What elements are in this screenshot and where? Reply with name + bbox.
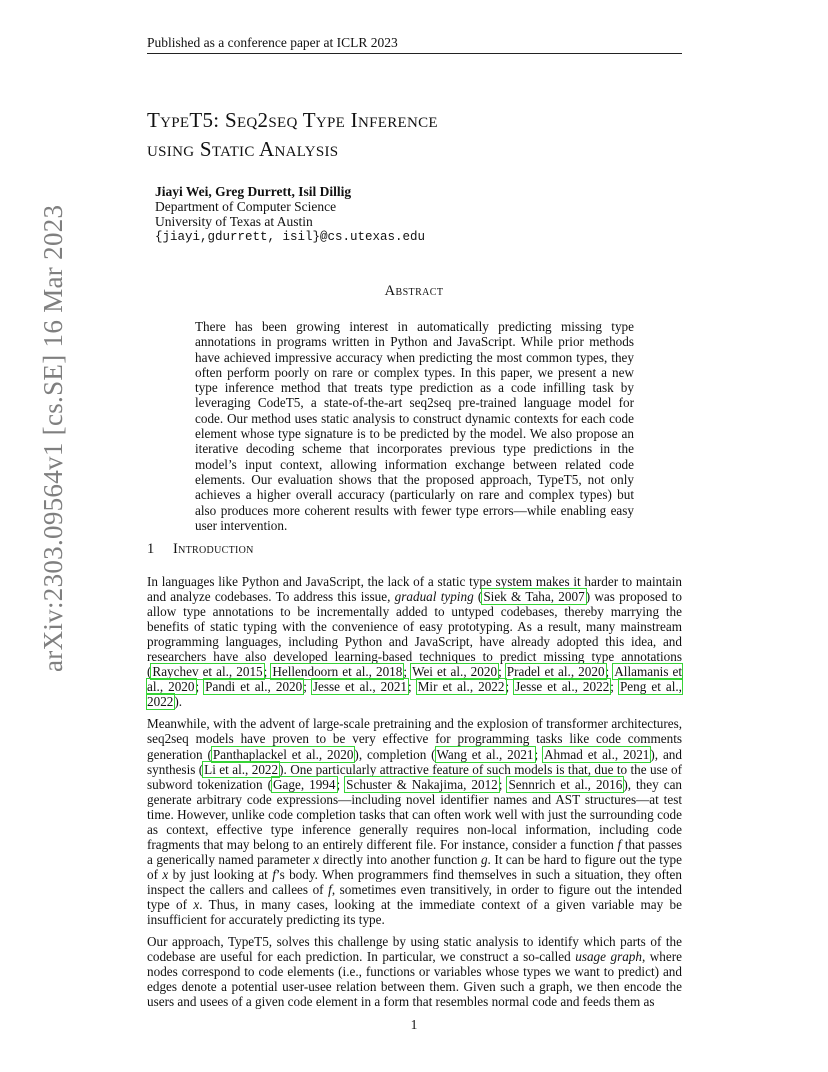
separator: ;	[498, 776, 508, 792]
math-symbol: g	[480, 851, 488, 867]
citation-link[interactable]: Jesse et al., 2021	[312, 679, 408, 695]
title-line-1: TypeT5: Seq2seq Type Inference	[147, 108, 438, 132]
text-run: ) was proposed to allow type annotations to be incrementally added to untyped codebases, thereby marrying the benefits of static typing with the convenience of easy prototyping. As a result, many mainstream programming languages, including Python and JavaScript, have already adopted this idea, and researchers have also developed learning-based techniques to predict missing type annotations (	[147, 589, 682, 680]
running-header: Published as a conference paper at ICLR 2023	[147, 35, 398, 50]
separator: ;	[610, 679, 619, 695]
separator: ;	[505, 679, 515, 695]
text-run: by just looking at	[168, 866, 273, 882]
separator: ;	[303, 679, 312, 695]
citation-link[interactable]: Hellendoorn et al., 2018	[272, 664, 403, 680]
separator: ;	[403, 664, 412, 680]
text-run: In languages like Python and JavaScript, the lack of a static type system makes it harder to maintain and analyze codebases. To address this issue,	[147, 574, 682, 605]
text-run: , where nodes correspond to code elements (i.e., functions or variables whose types we want to predict) and edges denote a potential user-usee relation between them. Given such a graph, we then encode the users and usees of a given code element in a form that resembles normal code and feeds them as	[147, 949, 682, 1010]
math-symbol: x	[162, 866, 169, 882]
text-run: that passes a generically named parameter	[147, 836, 682, 867]
text-run: directly into another function	[319, 851, 481, 867]
separator: ;	[498, 664, 506, 680]
text-run: (	[473, 589, 483, 605]
text-run: ), they can generate arbitrary code expressions—including novel identifier names and AST structures—at test time. However, unlike code completion tasks that can often work well with just the surrounding code as context, effective type inference generally requires non-local information, including code fragments that may belong to an entirely different file. For instance, consider a function	[147, 776, 683, 852]
math-symbol: x	[313, 851, 320, 867]
citation-link[interactable]: Raychev et al., 2015	[152, 664, 263, 680]
author-department: Department of Computer Science	[155, 199, 337, 214]
citation-link[interactable]: Jesse et al., 2022	[515, 679, 610, 695]
author-email[interactable]: {jiayi,gdurrett, isil}@cs.utexas.edu	[155, 230, 426, 244]
paper-title	[147, 106, 438, 164]
text-run: Meanwhile, with the advent of large-scale pretraining and the explosion of transformer architectures, seq2seq models have proven to be very effective for programming tasks like code comments generation (	[147, 716, 682, 762]
separator: ;	[534, 746, 544, 762]
citation-link[interactable]: Pandi et al., 2020	[205, 679, 303, 695]
text-run: ).	[174, 694, 183, 710]
citation-link[interactable]: Siek & Taha, 2007	[483, 589, 585, 605]
abstract-heading: Abstract	[384, 283, 444, 299]
citation-link[interactable]: Panthaplackel et al., 2020	[212, 746, 354, 762]
text-run: Our approach, TypeT5, solves this challenge by using static analysis to identify which parts of the codebase are useful for each prediction. In particular, we construct a so-called	[147, 934, 682, 965]
citation-link[interactable]: Schuster & Nakajima, 2012	[346, 776, 498, 792]
section-number: 1	[147, 541, 155, 557]
emphasis: gradual typing	[394, 589, 474, 605]
paragraph-1	[147, 574, 682, 709]
citation-link[interactable]: Peng et al., 2022	[147, 679, 682, 710]
citation-link[interactable]: Ahmad et al., 2021	[544, 746, 650, 762]
separator: ;	[408, 679, 417, 695]
section-title: Introduction	[173, 541, 254, 557]
math-symbol: f	[272, 866, 276, 882]
page-number: 1	[410, 1017, 418, 1032]
math-symbol: f	[617, 836, 622, 852]
separator: ;	[263, 664, 272, 680]
abstract-body: There has been growing interest in automatically predicting missing type annotations in programs written in Python and JavaScript. While prior methods have achieved impressive accuracy when predicting the most common types, they often perform poorly on rare or complex types. In this paper, we present a new type inference method that treats type prediction as a code infilling task by leveraging CodeT5, a state-of-the-art seq2seq pre-trained language model for code. Our method uses static analysis to construct dynamic contexts for each code element whose type signature is to be predicted by the model. We also propose an iterative decoding scheme that incorporates previous type predictions in the model’s input context, allowing information exchange between related code elements. Our evaluation shows that the proposed approach, TypeT5, not only achieves a higher overall accuracy (particularly on rare and complex types) but also produces more coherent results with fewer type errors—while enabling easy user intervention.	[195, 319, 634, 533]
citation-link[interactable]: Allamanis et al., 2020	[147, 664, 683, 695]
separator: ;	[336, 776, 346, 792]
arxiv-stamp[interactable]: arXiv:2303.09564v1 [cs.SE] 16 Mar 2023	[38, 204, 68, 672]
math-symbol: f	[328, 881, 332, 897]
separator: ;	[605, 664, 614, 680]
citation-link[interactable]: Wang et al., 2021	[436, 746, 534, 762]
separator: ;	[195, 679, 205, 695]
text-run: . Thus, in many cases, looking at the immediate context of a given variable may be insufficient for accurately predicting its type.	[147, 896, 682, 928]
text-run: ), completion (	[354, 746, 436, 762]
introduction-body	[147, 574, 682, 1016]
paragraph-3	[147, 934, 682, 1009]
title-line-2: using Static Analysis	[147, 137, 339, 161]
citation-link[interactable]: Mir et al., 2022	[417, 679, 505, 695]
author-names: Jiayi Wei, Greg Durrett, Isil Dillig	[155, 184, 352, 199]
text-run: ’s body. When programmers find themselves in such a situation, they often inspect the callers and callees of	[147, 866, 682, 897]
author-university: University of Texas at Austin	[155, 214, 313, 229]
section-heading-introduction	[147, 541, 254, 558]
citation-link[interactable]: Li et al., 2022	[204, 761, 279, 777]
math-symbol: x	[193, 896, 200, 912]
header-rule	[147, 53, 682, 54]
citation-link[interactable]: Gage, 1994	[273, 776, 336, 792]
text-run: ), and synthesis (	[147, 746, 682, 777]
text-run: ). One particularly attractive feature of such models is that, due to the use of subword tokenization (	[147, 761, 683, 792]
emphasis: usage graph	[575, 949, 642, 965]
text-run: . It can be hard to figure out the type of	[147, 851, 682, 882]
citation-link[interactable]: Pradel et al., 2020	[506, 664, 605, 680]
text-run: , sometimes even transitively, in order to figure out the intended type of	[147, 881, 682, 912]
citation-link[interactable]: Sennrich et al., 2016	[508, 776, 623, 792]
citation-link[interactable]: Wei et al., 2020	[412, 664, 498, 680]
author-block	[155, 184, 425, 245]
paragraph-2	[147, 716, 682, 927]
